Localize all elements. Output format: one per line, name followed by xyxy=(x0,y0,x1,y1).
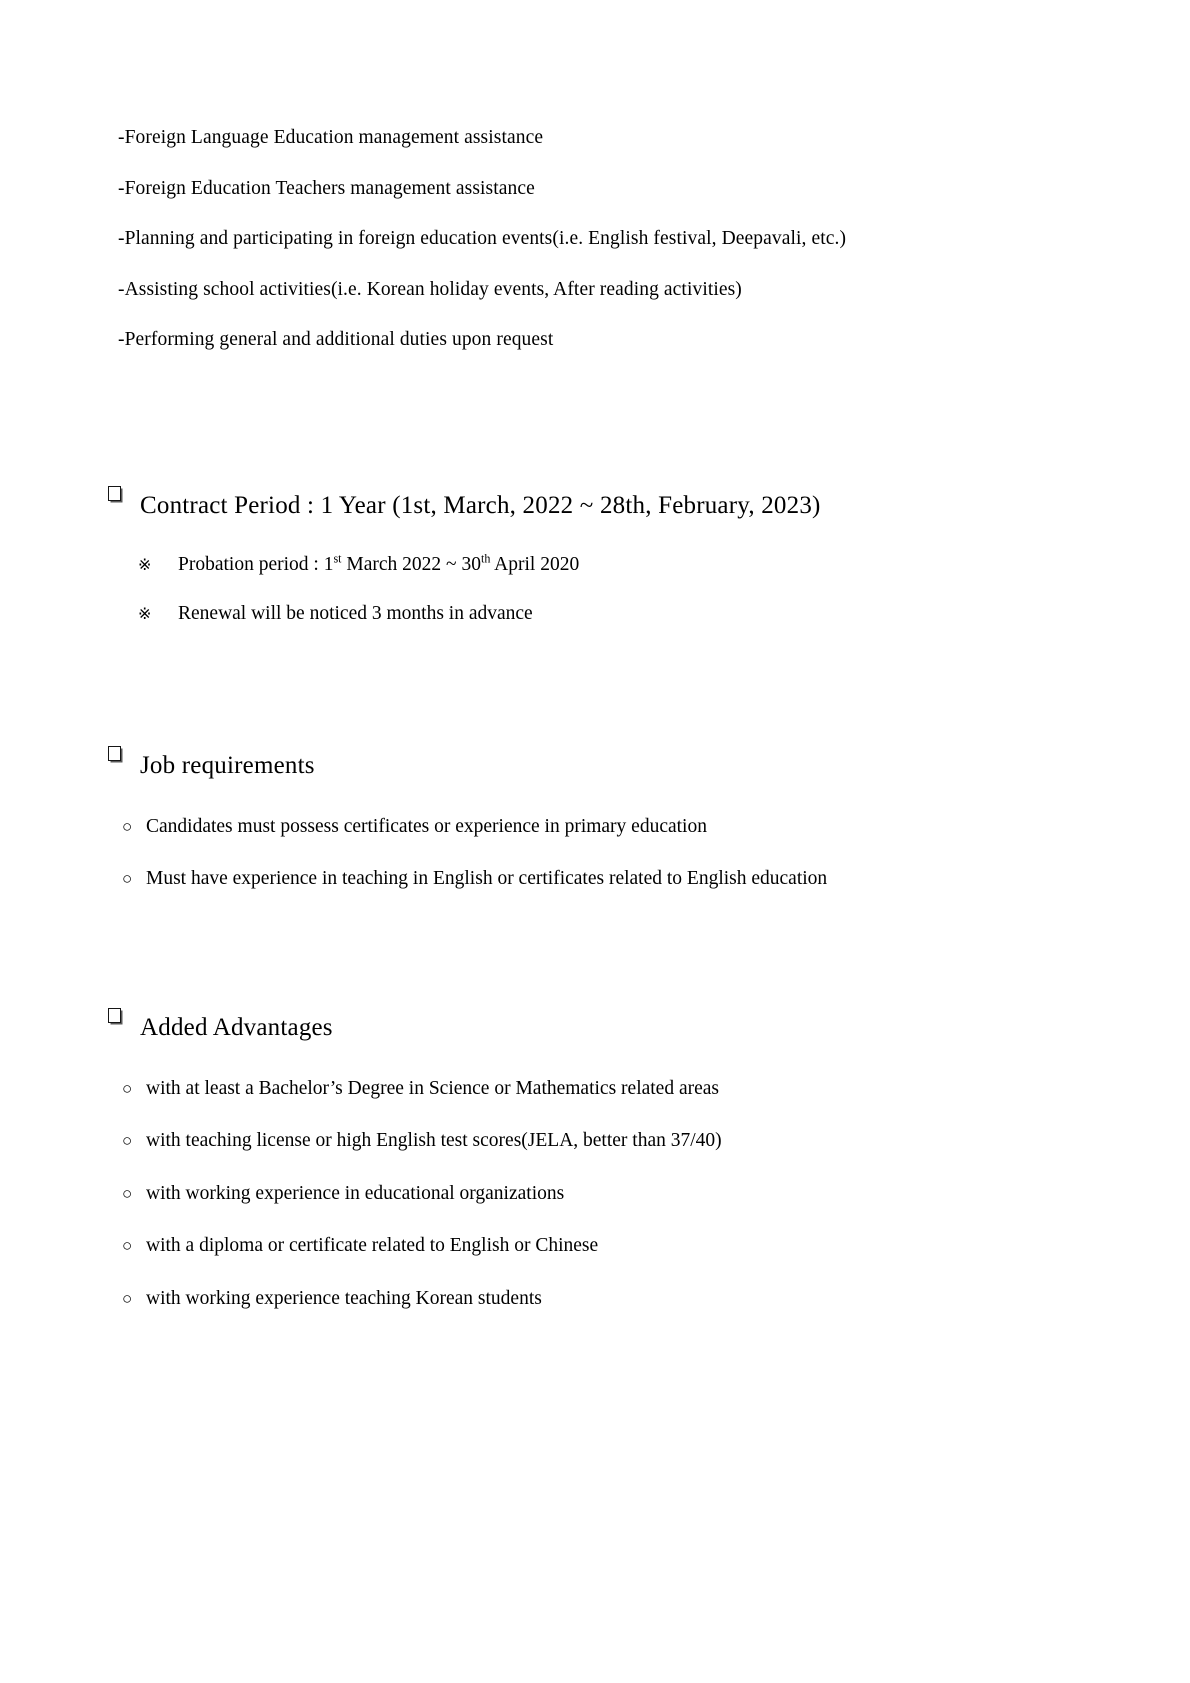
duty-line: -Planning and participating in foreign education events(i.e. English festival, Deepavali, etc.) xyxy=(118,228,847,249)
reference-mark-icon: ※ xyxy=(138,555,152,574)
list-item-label: with at least a Bachelor’s Degree in Science or Mathematics related areas xyxy=(146,1078,720,1099)
list-item-label: Candidates must possess certificates or experience in primary education xyxy=(146,816,707,837)
circle-bullet-icon: ○ xyxy=(122,817,133,836)
section-title: Added Advantages xyxy=(140,1014,333,1041)
square-bullet-icon xyxy=(108,486,121,501)
duty-line: -Performing general and additional duties upon request xyxy=(118,329,554,350)
square-bullet-icon xyxy=(108,746,121,761)
section-heading-added-advantages xyxy=(98,1014,1098,1048)
square-bullet-icon xyxy=(108,1008,121,1023)
note-suffix: April 2020 xyxy=(490,554,580,575)
ordinal-suffix-st: st xyxy=(333,551,342,566)
list-item xyxy=(122,816,1098,837)
circle-bullet-icon: ○ xyxy=(122,1236,133,1256)
section-contract-period xyxy=(98,492,1098,625)
list-item-label: with teaching license or high English test scores(JELA, better than 37/40) xyxy=(146,1130,722,1152)
list-item-label: with a diploma or certificate related to English or Chinese xyxy=(146,1235,599,1257)
section-job-requirements xyxy=(98,752,1098,921)
note-row xyxy=(98,603,1098,624)
job-requirements-bullets xyxy=(98,816,1098,890)
list-item xyxy=(122,1235,1098,1256)
ordinal-suffix-th: th xyxy=(480,551,491,566)
duties-list xyxy=(118,128,1078,381)
duty-line: -Foreign Language Education management assistance xyxy=(118,127,544,148)
circle-bullet-icon: ○ xyxy=(122,1288,133,1308)
note-prefix: Probation period : 1 xyxy=(178,554,334,575)
note-text-renewal: Renewal will be noticed 3 months in advance xyxy=(178,603,533,625)
list-item xyxy=(122,1130,1098,1151)
list-item xyxy=(122,1288,1098,1309)
list-item xyxy=(122,1078,1098,1099)
circle-bullet-icon: ○ xyxy=(122,1131,133,1151)
list-item xyxy=(122,868,1098,889)
list-item-label: with working experience in educational organizations xyxy=(146,1182,565,1204)
duty-line: -Foreign Education Teachers management assistance xyxy=(118,177,535,199)
section-title: Job requirements xyxy=(140,752,315,779)
reference-mark-icon: ※ xyxy=(138,604,152,624)
list-item-label: Must have experience in teaching in English or certificates related to English education xyxy=(146,868,828,890)
added-advantages-bullets xyxy=(98,1078,1098,1309)
duty-line: -Assisting school activities(i.e. Korean holiday events, After reading activities) xyxy=(118,278,742,300)
note-row xyxy=(98,551,1098,575)
section-added-advantages xyxy=(98,1014,1098,1340)
list-item xyxy=(122,1183,1098,1204)
section-heading-contract-period xyxy=(98,492,1098,526)
circle-bullet-icon: ○ xyxy=(122,869,133,889)
note-text-probation xyxy=(178,551,580,575)
circle-bullet-icon: ○ xyxy=(122,1079,133,1098)
section-title: Contract Period : 1 Year (1st, March, 2022 ~ 28th, February, 2023) xyxy=(140,492,821,519)
note-middle: March 2022 ~ 30 xyxy=(341,554,481,575)
list-item-label: with working experience teaching Korean students xyxy=(146,1287,542,1309)
circle-bullet-icon: ○ xyxy=(122,1183,133,1203)
section-heading-job-requirements xyxy=(98,752,1098,786)
